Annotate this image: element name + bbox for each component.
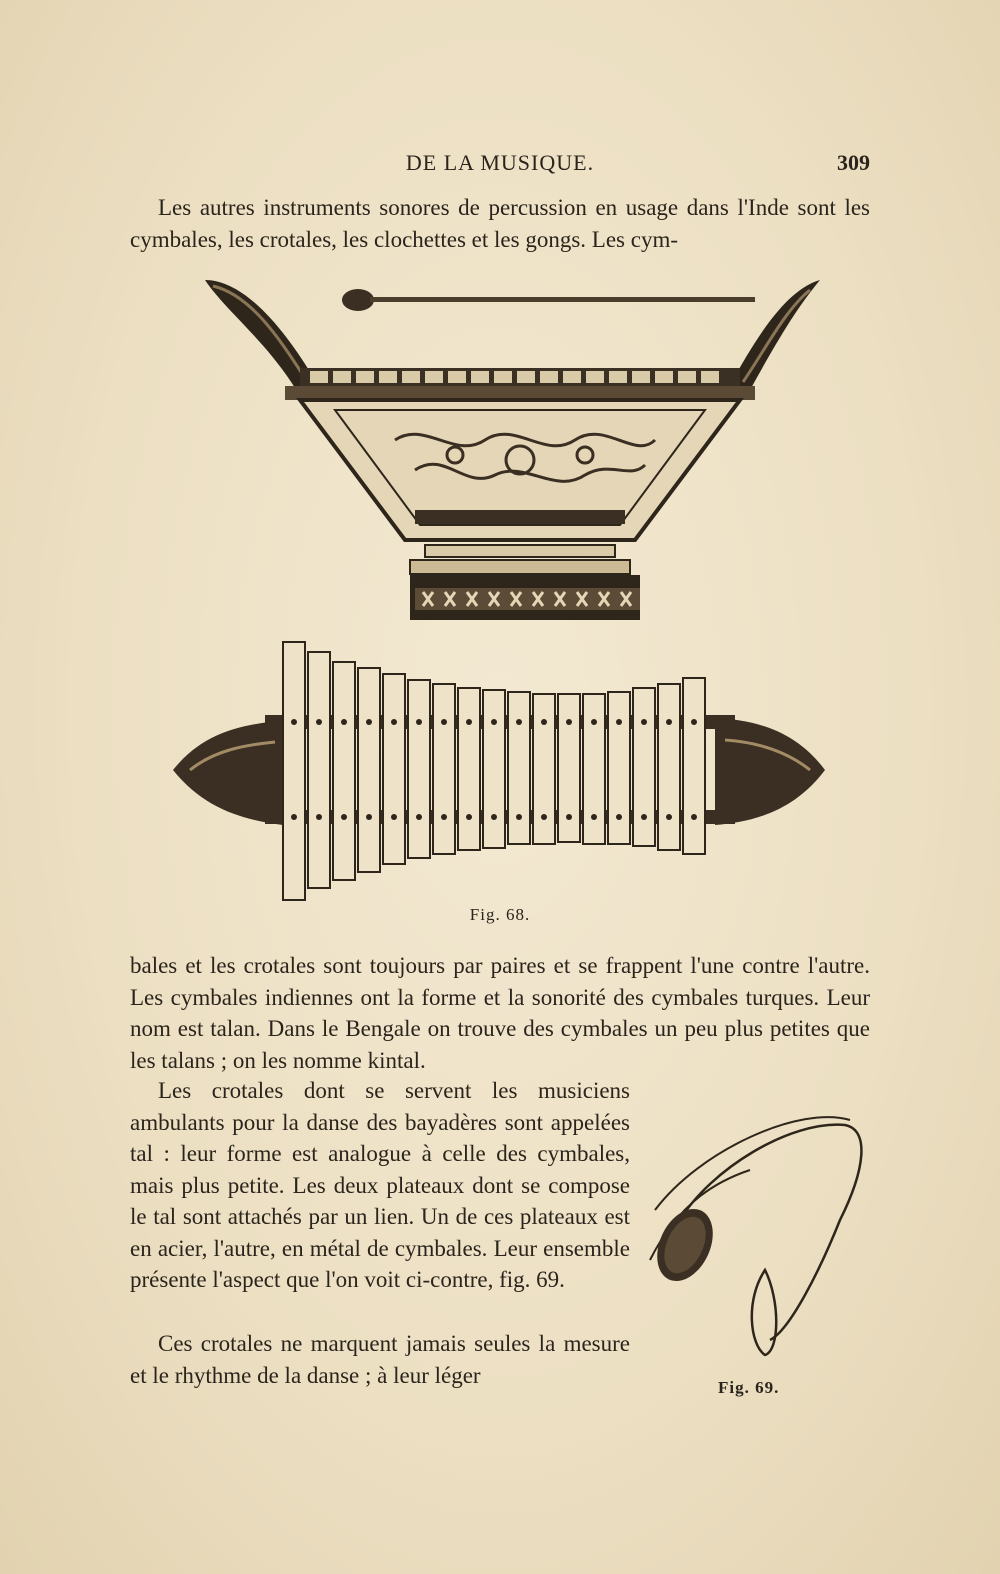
paragraph-crotales: Les crotales dont se servent les musiciens ambulants pour la danse des bayadères sont appelées tal : leur forme est analogue à celle des cymbales, mais plus petite. Les deux plateaux dont se compose le tal sont attachés par un lien. Un de ces plateaux est en acier, l'autre, en métal de cymbales. Leur ensemble présente l'aspect que l'on voit ci-contre, fig. 69. bbox=[130, 1078, 630, 1292]
figure-69-illustration bbox=[640, 1110, 880, 1370]
paragraph-crotales-rhythme: Ces crotales ne marquent jamais seules la mesure et le rhythme de la danse ; à leur léger bbox=[130, 1331, 630, 1388]
figure-69-caption: Fig. 69. bbox=[718, 1378, 780, 1397]
running-title: DE LA MUSIQUE. bbox=[405, 150, 595, 175]
running-head bbox=[130, 150, 870, 180]
figure-68-caption: Fig. 68. bbox=[469, 905, 531, 924]
paragraph-intro: Les autres instruments sonores de percussion en usage dans l'Inde sont les cymbales, les crotales, les clochettes et les gongs. Les cym- bbox=[130, 195, 870, 252]
paragraph-cymbales: bales et les crotales sont toujours par paires et se frappent l'une contre l'autre. Les cymbales indiennes ont la forme et la sonorité des cymbales turques. Leur nom est talan. Dans le Bengale on trouve des cymbales un peu plus petites que les talans ; on les nomme kintal. bbox=[130, 953, 870, 1073]
figure-68-illustration bbox=[165, 270, 835, 910]
page-number: 309 bbox=[837, 150, 870, 175]
